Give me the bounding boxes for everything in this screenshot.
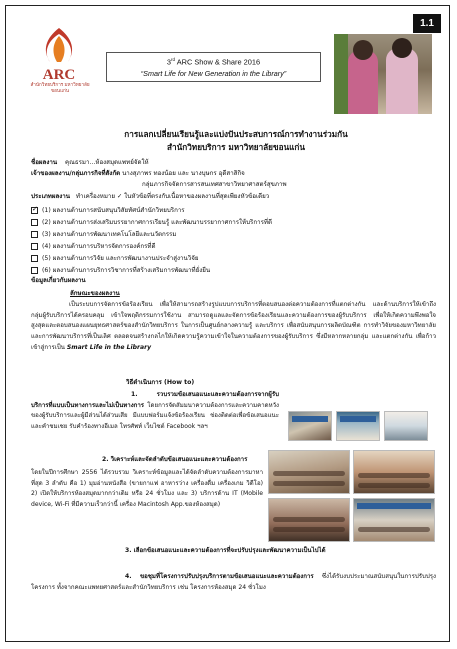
category-2[interactable] [31,217,272,227]
owner-value: นางสุภาพร ทองน้อย และ นางบุษกร อุดีสาสิกิจ [122,170,245,177]
category-1-checkbox[interactable] [31,207,38,214]
category-5-checkbox[interactable] [31,255,38,262]
event-name: 3rd ARC Show & Share 2016 [166,57,261,67]
category-6[interactable] [31,265,210,275]
main-heading-line1: การแลกเปลี่ยนเรียนรู้และแบ่งปันประสบการณ์การทำงานร่วมกัน [124,129,348,139]
category-5[interactable] [31,253,198,263]
project-name-row [31,158,149,168]
type-row [31,192,269,202]
category-6-label: (6) ผลงานด้านการบริการวิชาการที่สร้างเสริมการพัฒนาที่ยั่งยืน [42,267,211,274]
category-1-label: (1) ผลงานด้านการสนับสนุนวิสัยทัศน์สำนักวิทยบริการ [42,207,185,214]
category-4[interactable] [31,241,156,251]
method-1-photo-3 [384,411,428,441]
arc-logo [24,24,94,86]
project-value: คุณธรมา...ห้องสมุดแพทย์จัดให้ [64,159,149,166]
category-3-label: (3) ผลงานด้านการพัฒนาเทคโนโลยีและนวัตกรรม [42,231,177,238]
main-heading [46,128,426,153]
section-detail-heading: ข้อมูลเกี่ยวกับผลงาน [31,277,86,284]
method-2-photo-2 [353,450,435,494]
method-2-body: โดยในปีการศึกษา 2556 ได้รวบรวม วิเคราะห์ข้อมูลและได้จัดลำดับความต้องการมาหาที่สุด 3 ลำดับ คือ 1) มุมอ่านหนังสือ (ขายกาแฟ อาหารว่าง เครื่องดื่ม เครื่องเกม วิดีโอ) 2) เปิดให้บริการห้องสมุดมากกว่าเดิม หรือ 24 ชั่วโมง และ 3) บริการด้าน IT (Mobile device, Wi-Fi ที่มีความเร็วกว่านี้ เครื่อง Macintosh App.ของห้องสมุด) [31,469,263,508]
type-instruction: ทำเครื่องหมาย ✓ ในหัวข้อที่ตรงกับเนื้อหาของผลงานที่สุดเพียงหัวข้อเดียว [75,193,270,200]
method-1-photo-1 [288,411,332,441]
logo-subtitle: สำนักวิทยบริการ มหาวิทยาลัยขอนแก่น [30,82,90,93]
owner-label: เจ้าของผลงาน/กลุ่มภารกิจที่สังกัด [31,170,121,177]
method-2-photo-3 [268,498,350,542]
owners-photo [334,34,432,114]
method-4-title: 4. ขอชุมที่โครงการปรับปรุงบริการตามข้อเสนอแนะและความต้องการ [125,573,314,580]
owner-row [31,169,245,179]
main-heading-line2: สำนักวิทยบริการ มหาวิทยาลัยขอนแก่น [167,141,305,152]
category-5-label: (5) ผลงานด้านการวิจัย และการพัฒนางานประจำสู่งานวิจัย [42,255,199,262]
background-emphasis: Smart Life in the Library [66,343,152,351]
owner-unit: กลุ่มภารกิจจัดการสารสนเทศสาขาวิทยาศาสตร์สุขภาพ [142,181,287,188]
event-theme: “Smart Life for New Generation in the Library” [140,69,287,79]
category-2-label: (2) ผลงานด้านการส่งเสริมบรรยากาศการเรียนรู้ และพัฒนาบรรยากาศการให้บริการที่ดี [42,219,273,226]
method-1-body: โดยการจัดสัมมนาความต้องการและความคาดหวังของผู้รับบริการและผู้มีส่วนได้ส่วนเสีย มีแบบฟอร์มแจ้งข้อร้องเรียน ช่องติดต่อเพื่อข้อเสนอแนะและคำชมเชย รับคำร้องทางอีเมล โทรศัพท์ เว็บไซต์ Facebook ฯลฯ [31,401,279,430]
category-1[interactable] [31,205,185,215]
event-title-box [106,52,321,82]
category-2-checkbox[interactable] [31,219,38,226]
section-background-heading: ลักษณะของผลงาน [70,290,120,297]
method-2-title-block [102,455,252,466]
category-4-label: (4) ผลงานด้านการบริหารจัดการองค์กรที่ดี [42,243,156,250]
method-2-title: 2. วิเคราะห์และจัดลำดับข้อเสนอแนะและความต้องการ [102,456,248,463]
category-3[interactable] [31,229,176,239]
method-4-body: ซึ่งได้รับงบประมาณสนับสนุนในการปรับปรุงโครงการ ทั้งจากคณะแพทยศาสตร์และสำนักวิทยบริการ เช่น โครงการห้องสมุด 24 ชั่วโมง [31,573,436,591]
category-3-checkbox[interactable] [31,231,38,238]
method-4 [31,572,436,593]
document-page [5,5,450,642]
method-1 [31,390,279,433]
method-3 [31,546,436,557]
method-3-title: 3. เลือกข้อเสนอแนะและความต้องการที่จะปรับปรุงและพัฒนาความเป็นไปได้ [125,547,326,554]
method-1-title: 1. รวบรวมข้อเสนอแนะและความต้องการจากผู้รับบริการที่แบบเป็นทางการและไม่เป็นทางการ [31,391,279,409]
background-paragraph: เป็นระบบการจัดการข้อร้องเรียน เพื่อให้สามารถสร้างรูปแบบการบริการที่ตอบสนองต่อความต้องการที่แตกต่างกัน และด้านบริการให้เข้าถึงกลุ่มผู้รับบริการได้ครอบคลุม เข้าใจพฤติกรรมการใช้งาน สามารถดูแลและจัดการข้อร้องเรียนและความต้องการของผู้รับบริการ เพื่อให้เกิดความพึงพอใจสูงสุดและตอบสนองแผนยุทธศาสตร์ของสำนักวิทยบริการ ในการเป็นศูนย์กลางความรู้ และบริการ เพื่อสนับสนุนการผลิตบัณฑิต การทำวิจัยของมหาวิทยาลัย และการพัฒนาบริการที่เป็นเลิศ ตลอดจนสร้างกลไกให้เกิดความรู้ความเข้าใจในความต้องการของผู้รับบริการ ซึ่งมีหลากหลายกลุ่ม และแตกต่างกัน เพื่อก้าวเข้าสู่การเป็น Smart Life in the Library [31,301,436,351]
method-1-photo-2 [336,411,380,441]
logo-wordmark: ARC [42,67,76,83]
method-2-photo-1 [268,450,350,494]
type-label: ประเภทผลงาน [31,193,70,200]
method-2-photo-4 [353,498,435,542]
category-6-checkbox[interactable] [31,267,38,274]
method-heading: วิธีดำเนินการ (How to) [126,379,195,386]
category-4-checkbox[interactable] [31,243,38,250]
project-label: ชื่อผลงาน [31,159,58,166]
page-number-badge: 1.1 [413,14,441,33]
